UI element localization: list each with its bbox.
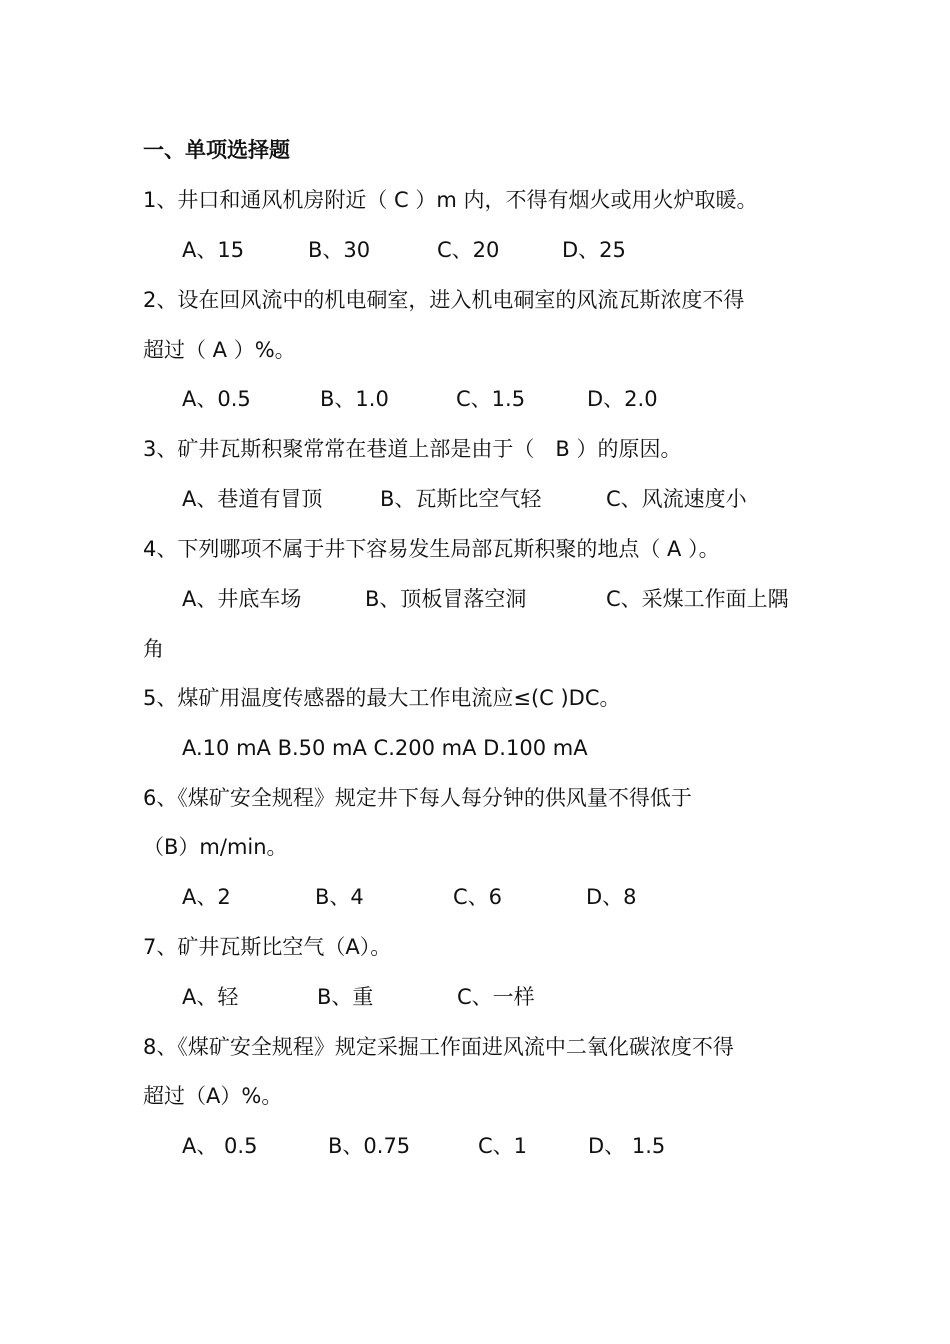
question-5-options: A.10 mA B.50 mA C.200 mA D.100 mA xyxy=(182,736,588,760)
question-8-option-d: D、 1.5 xyxy=(588,1134,666,1158)
question-6-option-c: C、6 xyxy=(453,885,503,909)
question-8-option-b: B、0.75 xyxy=(328,1134,411,1158)
question-1-option-b: B、30 xyxy=(308,238,371,262)
question-1-option-d: D、25 xyxy=(562,238,626,262)
question-4-option-b: B、顶板冒落空洞 xyxy=(365,587,527,611)
question-6-option-b: B、4 xyxy=(315,885,364,909)
question-4-option-a: A、井底车场 xyxy=(182,587,302,611)
question-3-text: 3、矿井瓦斯积聚常常在巷道上部是由于（ B ）的原因。 xyxy=(143,437,682,461)
question-2-option-b: B、1.0 xyxy=(320,387,389,411)
question-5-text: 5、煤矿用温度传感器的最大工作电流应≤(C )DC。 xyxy=(143,686,621,710)
question-7-option-a: A、轻 xyxy=(182,985,239,1009)
question-3-option-c: C、风流速度小 xyxy=(606,487,747,511)
question-4-text: 4、下列哪项不属于井下容易发生局部瓦斯积聚的地点（ A ）。 xyxy=(143,537,720,561)
question-3-option-a: A、巷道有冒顶 xyxy=(182,487,323,511)
question-7-option-c: C、一样 xyxy=(457,985,535,1009)
question-8-option-c: C、1 xyxy=(478,1134,528,1158)
question-2-option-a: A、0.5 xyxy=(182,387,251,411)
question-1-option-c: C、20 xyxy=(437,238,500,262)
question-6-text: 6、《煤矿安全规程》规定井下每人每分钟的供风量不得低于 xyxy=(143,786,692,810)
question-7-text: 7、矿井瓦斯比空气（A）。 xyxy=(143,935,392,959)
question-4-option-c: C、采煤工作面上隅 xyxy=(606,587,789,611)
question-6-text-cont: （B）m/min。 xyxy=(143,835,288,859)
question-8-text-cont: 超过（A）%。 xyxy=(143,1084,283,1108)
section-title: 一、单项选择题 xyxy=(143,138,290,162)
question-2-option-d: D、2.0 xyxy=(587,387,658,411)
question-6-option-a: A、2 xyxy=(182,885,231,909)
question-8-option-a: A、 0.5 xyxy=(182,1134,258,1158)
question-6-option-d: D、8 xyxy=(586,885,637,909)
question-2-text: 2、设在回风流中的机电硐室，进入机电硐室的风流瓦斯浓度不得 xyxy=(143,288,745,312)
question-8-text: 8、《煤矿安全规程》规定采掘工作面进风流中二氧化碳浓度不得 xyxy=(143,1035,734,1059)
question-7-option-b: B、重 xyxy=(317,985,374,1009)
question-2-option-c: C、1.5 xyxy=(456,387,526,411)
question-2-text-cont: 超过（ A ）%。 xyxy=(143,338,296,362)
question-1-option-a: A、15 xyxy=(182,238,245,262)
question-3-option-b: B、瓦斯比空气轻 xyxy=(380,487,542,511)
question-1-text: 1、井口和通风机房附近（ C ）m 内，不得有烟火或用火炉取暖。 xyxy=(143,188,758,212)
question-4-option-c-cont: 角 xyxy=(143,637,164,661)
